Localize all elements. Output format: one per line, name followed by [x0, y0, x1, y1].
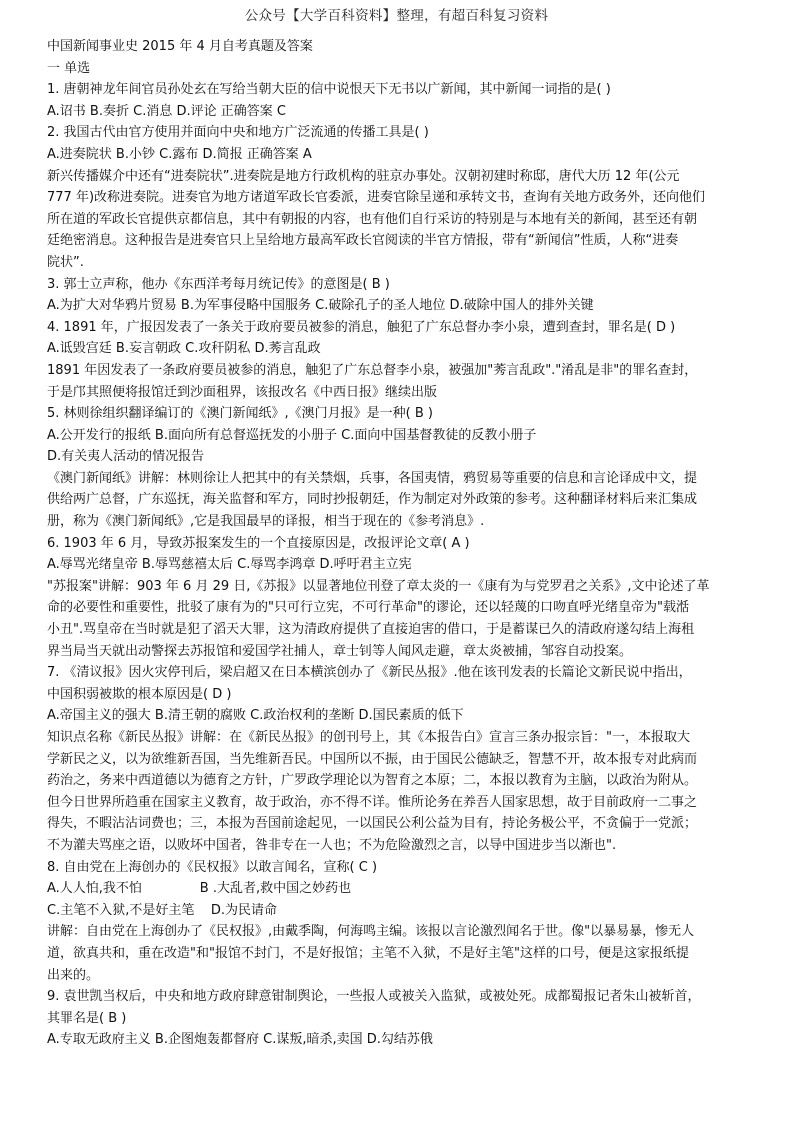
explanation-line: 药治之，务来中西道德以为德育之方针，广罗政学理论以为智育之本原；二，本报以教育为主脑，以政治为附从。: [47, 773, 698, 789]
question-3: 3. 郭士立声称，他办《东西洋考每月统记传》的意图是( B ): [47, 276, 390, 292]
explanation-line: 院状”.: [47, 254, 84, 270]
explanation-line: 供给两广总督，广东巡抚，海关监督和军方，同时抄报朝廷，作为制定对外政策的参考。这种翻译材料后来汇集成: [47, 492, 698, 508]
question-4: 4. 1891 年，广报因发表了一条关于政府要员被参的消息，触犯了广东总督办李小泉，遭到查封，罪名是( D ): [47, 319, 676, 335]
explanation-line: 所在道的军政长官提供京都信息，其中有朝报的内容，也有他们自行采访的特别是与本地有关的新闻，甚至还有朝: [47, 211, 698, 227]
question-2: 2. 我国古代由官方使用并面向中央和地方广泛流通的传播工具是( ): [47, 125, 429, 141]
section-heading: 一 单选: [47, 60, 91, 76]
explanation-line: 道，欲真共和，重在改造"和"报馆不封门，不是好报馆；主笔不入狱，不是好主笔"这样的口号，便是这家报纸提: [47, 945, 689, 961]
question-2-options: A.进奏院状 B.小钞 C.露布 D.简报 正确答案 A: [47, 146, 312, 162]
question-1: 1. 唐朝神龙年间官员孙处玄在写给当朝大臣的信中说恨天下无书以广新闻，其中新闻一词指的是( ): [47, 82, 611, 98]
explanation-line: 不为灌夫骂座之语，以败坏中国者，咎非专在一人也；不为危险激烈之言，以导中国进步当以渐也".: [47, 837, 617, 853]
explanation-line: 《澳门新闻纸》讲解：林则徐让人把其中的有关禁烟，兵事，各国夷情，鸦贸易等重要的信息和言论译成中文，提: [47, 470, 698, 486]
question-5-options: D.有关夷人活动的情况报告: [47, 449, 205, 465]
explanation-line: 777 年)改称进奏院。进奏官为地方诸道军政长官委派，进奏官除呈递和承转文书，查询有关地方政务外，还向他们: [47, 190, 706, 206]
question-5: 5. 林则徐组织翻译编订的《澳门新闻纸》,《澳门月报》是一种( B ): [47, 406, 433, 422]
question-4-options: A.诋毁宫廷 B.妄言朝政 C.攻秆阴私 D.莠言乱政: [47, 341, 321, 357]
question-6-options: A.辱骂光绪皇帝 B.辱骂慈禧太后 C.辱骂李鸿章 D.呼吁君主立宪: [47, 557, 412, 573]
explanation-line: 但今日世界所趋重在国家主义教育，故于政治，亦不得不详。惟所论务在养吾人国家思想，故于目前政府一二事之: [47, 794, 698, 810]
explanation-line: 廷绝密消息。这种报告是进奏官只上呈给地方最高军政长官阅读的半官方情报，带有“新闻信”性质，人称“进奏: [47, 233, 679, 249]
question-6: 6. 1903 年 6 月，导致苏报案发生的一个直接原因是，改报评论文章( A ): [47, 535, 470, 551]
question-7-options: A.帝国主义的强大 B.清王朝的腐败 C.政治权利的垄断 D.国民素质的低下: [47, 708, 464, 724]
explanation-line: 知识点名称《新民丛报》讲解：在《新民丛报》的创刊号上，其《本报告白》宣言三条办报宗旨："一，本报取大: [47, 730, 690, 745]
question-8-options: C.主笔不入狱,不是好主笔 D.为民请命: [47, 902, 278, 918]
explanation-line: 讲解：自由党在上海创办了《民权报》,由戴季陶，何海鸣主编。该报以言论激烈闻名于世。像"以暴易暴，惨无人: [47, 924, 695, 940]
explanation-line: 学新民之义，以为欲维新吾国，当先维新吾民。中国所以不振，由于国民公德缺乏，智慧不开，故本报专对此病而: [47, 751, 698, 767]
question-5-options: A.公开发行的报纸 B.面向所有总督巡抚发的小册子 C.面向中国基督教徒的反教小册子: [47, 427, 537, 443]
question-9: 9. 袁世凯当权后，中央和地方政府肆意钳制舆论，一些报人或被关入监狱，或被处死。成都蜀报记者朱山被斩首，: [47, 989, 701, 1005]
document-title: 中国新闻事业史 2015 年 4 月自考真题及答案: [47, 39, 313, 54]
explanation-line: "苏报案"讲解：903 年 6 月 29 日,《苏报》以显著地位刊登了章太炎的一《康有为与党罗君之关系》,文中论述了革: [47, 578, 710, 594]
question-9: 其罪名是( B ): [47, 1010, 127, 1026]
question-7: 7. 《清议报》因火灾停刊后，梁启超又在日本横滨创办了《新民丛报》.他在该刊发表的长篇论文新民说中指出，: [47, 665, 692, 681]
question-1-options: A.诏书 B.奏折 C.消息 D.评论 正确答案 C: [47, 103, 286, 119]
question-8-options: A.人人怕,我不怕 B .大乱者,救中国之妙药也: [47, 881, 352, 897]
explanation-line: 1891 年因发表了一条政府要员被参的消息，触犯了广东总督李小泉，被强加"莠言乱政"."淆乱是非"的罪名查封，: [47, 362, 698, 378]
explanation-line: 于是邝其照便将报馆迁到沙面租界，该报改名《中西日报》继续出版: [47, 384, 438, 400]
question-3-options: A.为扩大对华鸦片贸易 B.为军事侵略中国服务 C.破除孔子的圣人地位 D.破除中国人的排外关键: [47, 298, 594, 314]
document-body: [47, 36, 755, 1051]
question-9-options: A.专取无政府主义 B.企图炮轰都督府 C.谋叛,暗杀,卖国 D.勾结苏俄: [47, 1032, 433, 1048]
explanation-line: 命的必要性和重要性，批驳了康有为的"只可行立宪，不可行革命"的谬论，还以轻蔑的口吻直呼光绪皇帝为"载湉: [47, 600, 689, 616]
explanation-line: 新兴传播媒介中还有“进奏院状”.进奏院是地方行政机构的驻京办事处。汉朝初建时称邸，唐代大历 12 年(公元: [47, 168, 680, 184]
explanation-line: 界当局当天就出动警探去苏报馆和爱国学社捕人，章士钊等人闻风走避，章太炎被捕，邹容自动投案。: [47, 643, 633, 659]
explanation-line: 小丑".骂皇帝在当时就是犯了滔天大罪，这为清政府提供了直接迫害的借口，于是蓄谋已久的清政府遂勾结上海租: [47, 622, 695, 638]
explanation-line: 得失，不暇沾沾词费也；三，本报为吾国前途起见，一以国民公利公益为目有，持论务极公平，不贪偏于一党派；: [47, 816, 698, 832]
question-8: 8. 自由党在上海创办的《民权报》以敢言闻名，宣称( C ): [47, 859, 378, 875]
question-7: 中国积弱被欺的根本原因是( D ): [47, 686, 232, 702]
page-header: 公众号【大学百科资料】整理，有超百科复习资料: [244, 8, 549, 24]
explanation-line: 出来的。: [47, 967, 100, 983]
explanation-line: 册，称为《澳门新闻纸》,它是我国最早的译报，相当于现在的《参考消息》.: [47, 514, 485, 530]
